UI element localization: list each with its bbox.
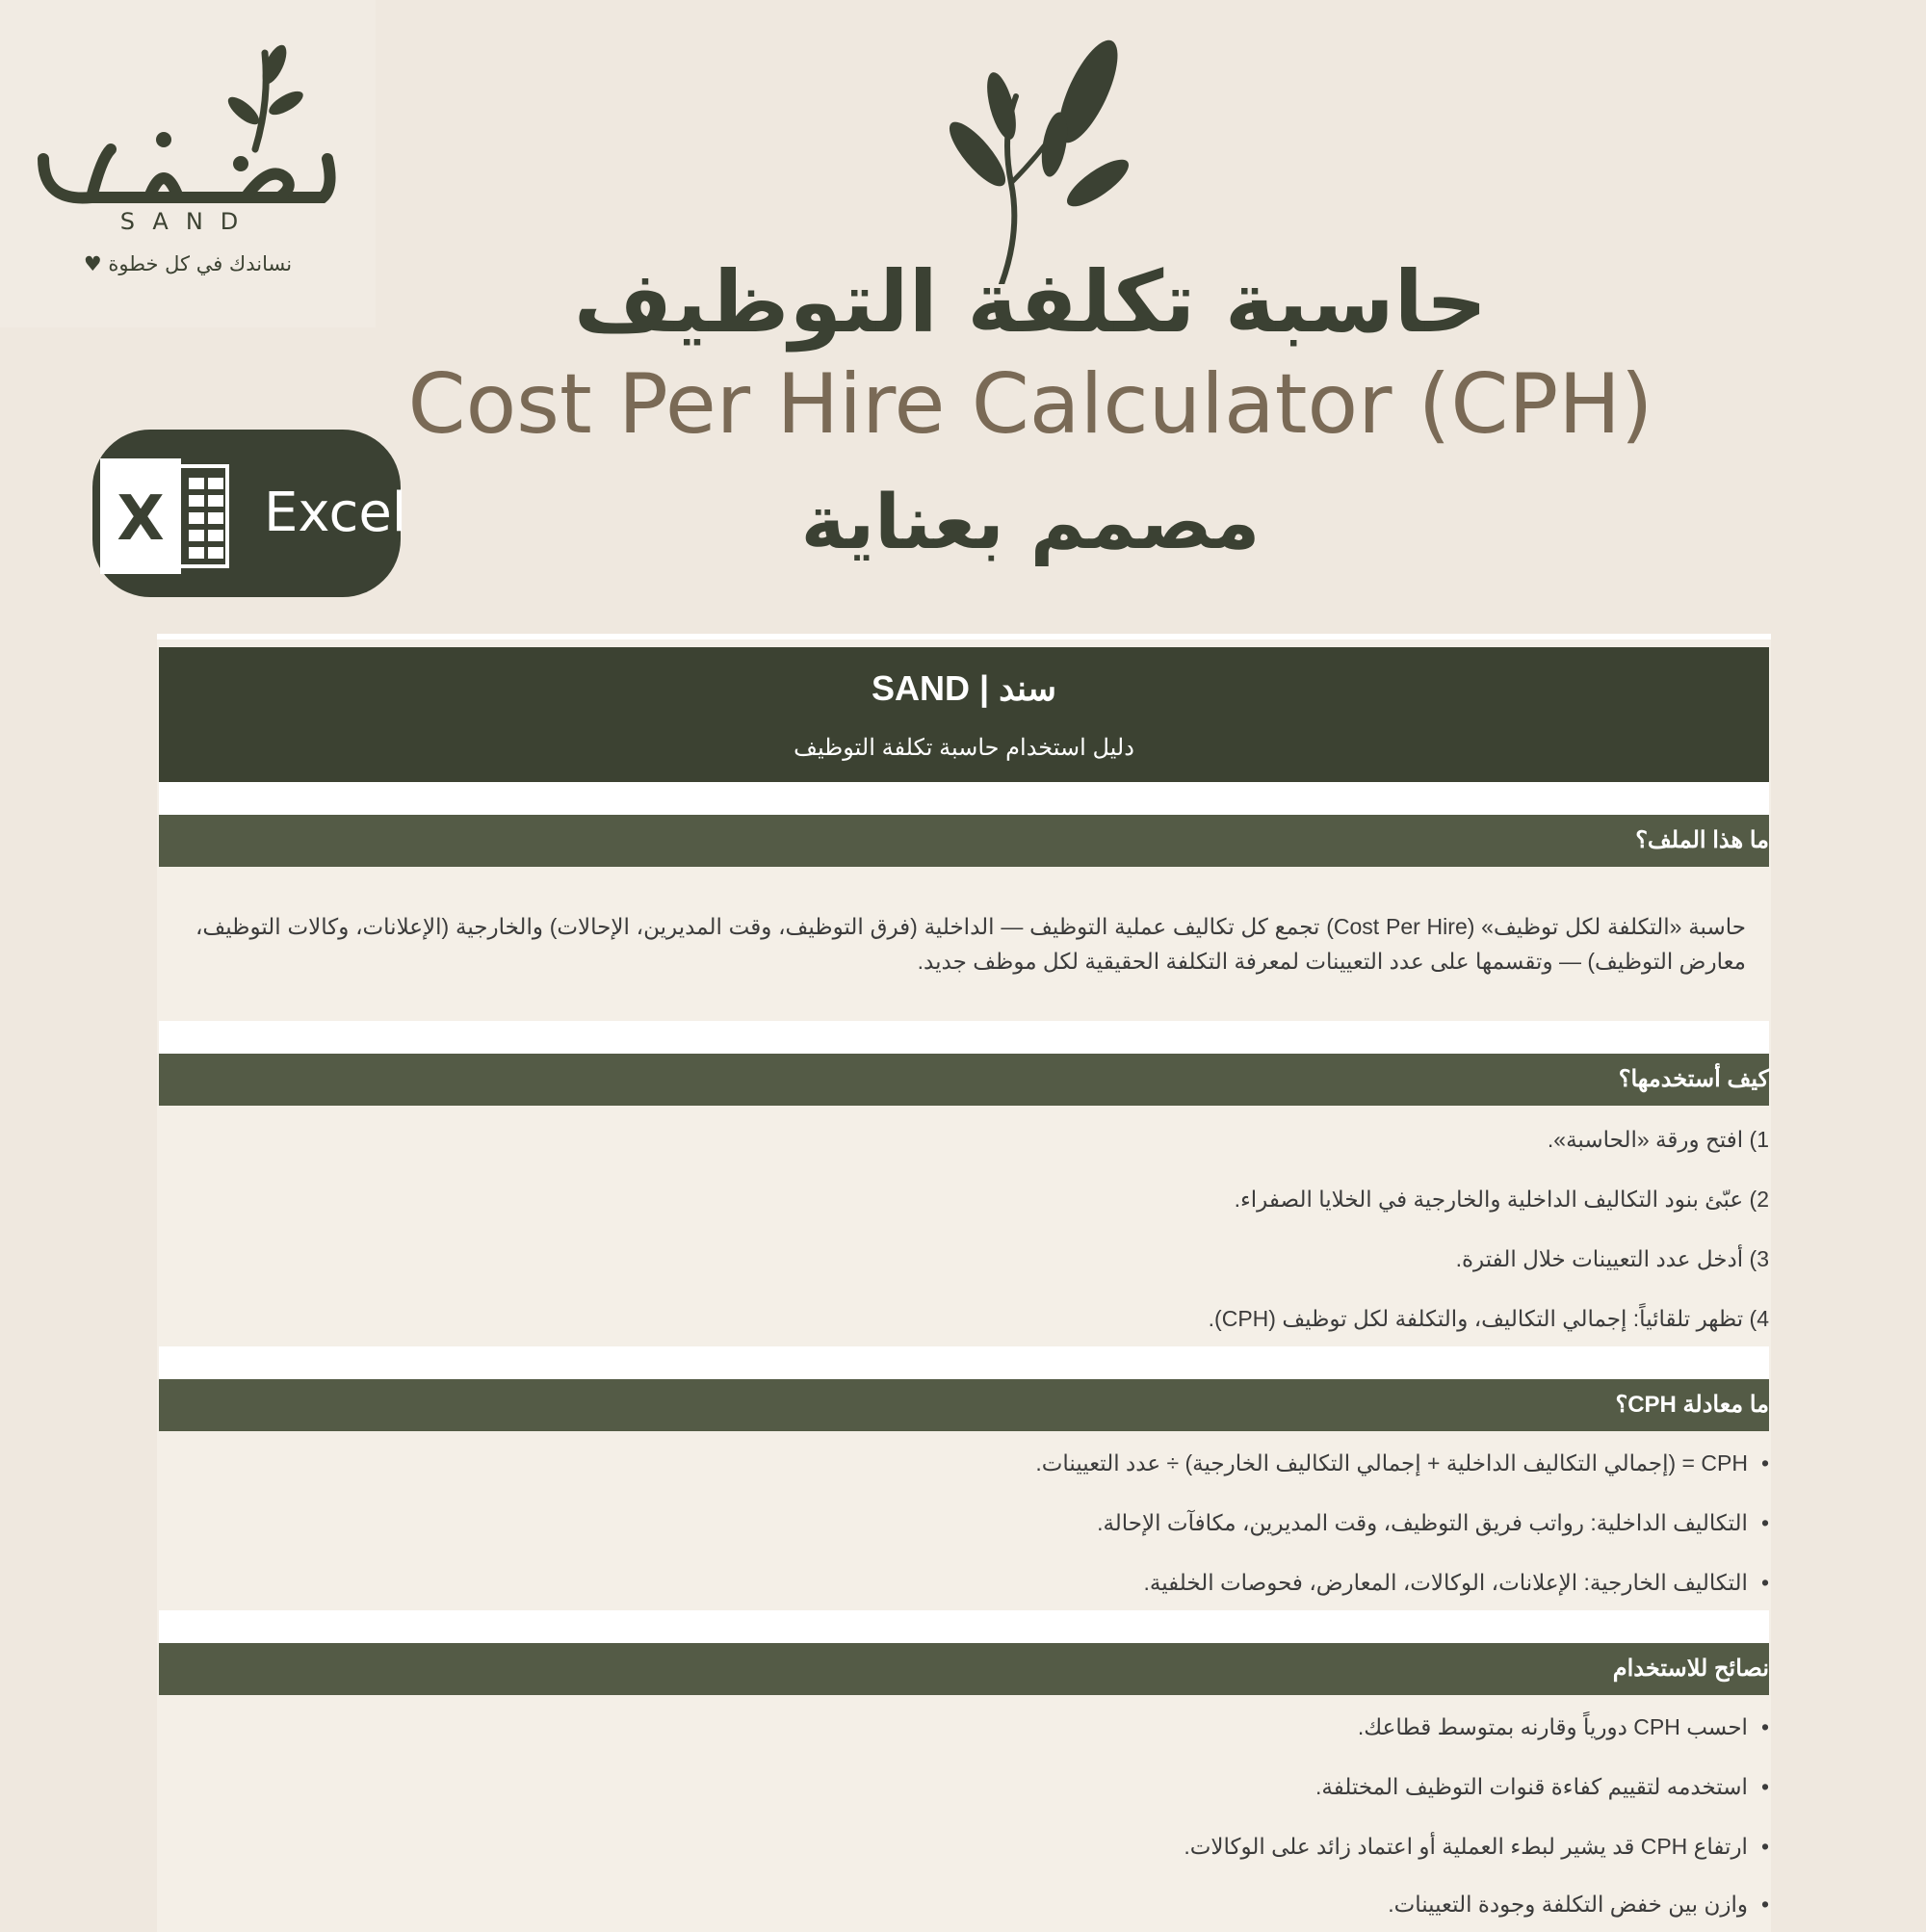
leaf-sprig-icon xyxy=(944,39,1146,284)
sheet-brand: سند | SAND xyxy=(871,668,1056,708)
tip-item-1 xyxy=(1358,1714,1769,1740)
formula-item-1 xyxy=(1035,1450,1769,1476)
tip-item-text: استخدمه لتقييم كفاءة قنوات التوظيف المختلفة. xyxy=(1314,1774,1748,1799)
svg-text:X: X xyxy=(117,483,165,555)
section-what-paragraph: حاسبة «التكلفة لكل توظيف» (Cost Per Hire) تجمع كل تكاليف عملية التوظيف — الداخلية (فرق التوظيف، وقت المديرين، الإحالات) والخارجية (الإعلانات، وكالات التوظيف، معارض التوظيف) — وتقسمها على عدد التعيينات لمعرفة التكلفة الحقيقية لكل موظف جديد. xyxy=(195,914,1746,974)
tip-item-text: ارتفاع CPH قد يشير لبطء العملية أو اعتماد زائد على الوكالات. xyxy=(1184,1834,1748,1859)
row-spacer xyxy=(159,782,1769,815)
bullet-icon: • xyxy=(1760,1510,1769,1535)
formula-item-text: التكاليف الداخلية: رواتب فريق التوظيف، وقت المديرين، مكافآت الإحالة. xyxy=(1097,1510,1748,1535)
tagline-text: نساندك في كل خطوة xyxy=(108,252,293,275)
logo-tagline xyxy=(0,252,376,275)
section-header-how: كيف أستخدمها؟ xyxy=(159,1054,1769,1106)
bullet-icon: • xyxy=(1760,1570,1769,1595)
sand-logo-mark xyxy=(34,43,342,207)
bullet-icon: • xyxy=(1760,1714,1769,1739)
section-header-tips: نصائح للاستخدام xyxy=(159,1643,1769,1695)
heart-icon: ♥ xyxy=(83,252,102,275)
tip-item-2 xyxy=(1315,1774,1769,1800)
sheet-guide-title: دليل استخدام حاسبة تكلفة التوظيف xyxy=(794,735,1134,761)
excel-icon xyxy=(100,458,235,574)
formula-item-text: التكاليف الخارجية: الإعلانات، الوكالات، المعارض، فحوصات الخلفية. xyxy=(1143,1570,1748,1595)
how-step-1: 1) افتح ورقة «الحاسبة». xyxy=(1547,1127,1769,1152)
how-step-2: 2) عبّئ بنود التكاليف الداخلية والخارجية في الخلايا الصفراء. xyxy=(1234,1187,1769,1212)
bullet-icon: • xyxy=(1760,1892,1769,1917)
logo-latin-name: SAND xyxy=(119,208,256,235)
tip-item-text: احسب CPH دورياً وقارنه بمتوسط قطاعك. xyxy=(1357,1714,1748,1739)
section-header-what: ما هذا الملف؟ xyxy=(159,815,1769,867)
bullet-icon: • xyxy=(1760,1450,1769,1475)
section-header-formula: ما معادلة CPH؟ xyxy=(159,1379,1769,1431)
formula-item-3 xyxy=(1143,1570,1769,1596)
bullet-icon: • xyxy=(1760,1834,1769,1859)
page-title-arabic: حاسبة تكلفة التوظيف xyxy=(573,252,1488,352)
bullet-icon: • xyxy=(1760,1774,1769,1799)
formula-item-2 xyxy=(1097,1510,1769,1536)
page-title-english: Cost Per Hire Calculator (CPH) xyxy=(407,356,1653,453)
spreadsheet-preview xyxy=(157,634,1771,1932)
row-spacer xyxy=(159,1346,1769,1379)
sheet-header xyxy=(159,647,1769,782)
page-subtitle-arabic: مصمم بعناية xyxy=(800,480,1261,566)
tip-item-text: وازن بين خفض التكلفة وجودة التعيينات. xyxy=(1388,1892,1748,1917)
brand-logo xyxy=(0,0,376,327)
tip-item-4 xyxy=(1388,1892,1769,1918)
row-spacer xyxy=(159,1021,1769,1054)
tip-item-3 xyxy=(1184,1834,1769,1860)
how-step-3: 3) أدخل عدد التعيينات خلال الفترة. xyxy=(1455,1246,1769,1271)
how-step-4: 4) تظهر تلقائياً: إجمالي التكاليف، والتكلفة لكل توظيف (CPH). xyxy=(1208,1306,1769,1331)
excel-label: Excel xyxy=(264,482,407,544)
excel-badge xyxy=(92,430,407,597)
row-spacer xyxy=(159,1610,1769,1643)
formula-item-text: CPH = (إجمالي التكاليف الداخلية + إجمالي التكاليف الخارجية) ÷ عدد التعيينات. xyxy=(1035,1450,1748,1475)
